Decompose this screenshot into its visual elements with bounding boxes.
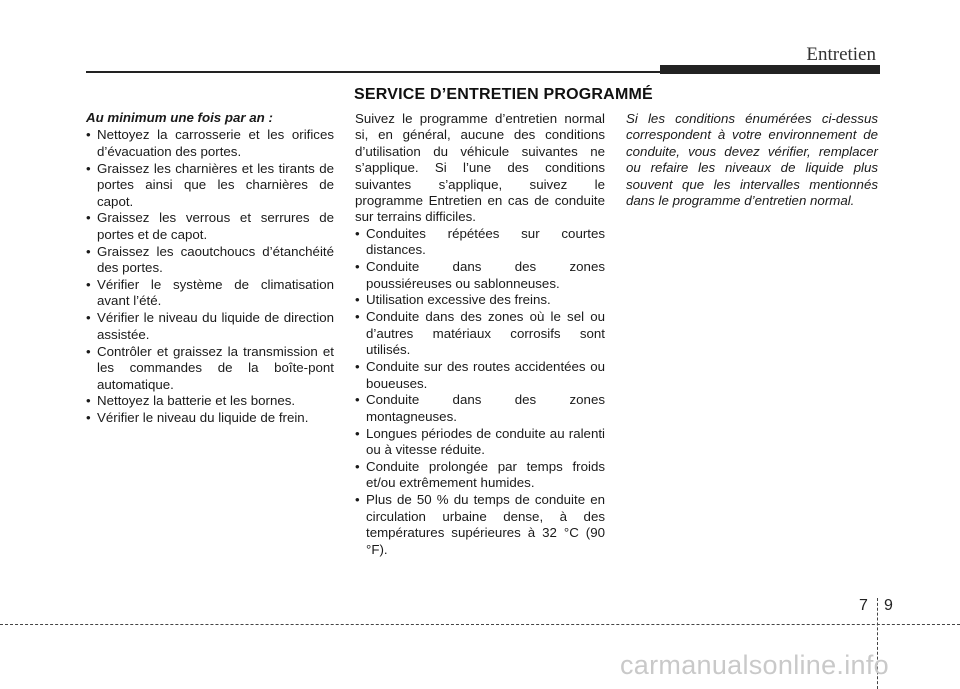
list-item: • Longues périodes de conduite au ralenti ou à vitesse réduite. bbox=[355, 426, 605, 459]
list-item: • Conduite sur des routes accidentées ou boueuses. bbox=[355, 359, 605, 392]
note-paragraph: Si les conditions énumérées ci-dessus correspondent à votre environnement de conduite, vous devez vérifier, remplacer ou refaire les niveaux de liquide plus souvent que les intervalles mentionnés dans le programme d’entretien normal. bbox=[626, 111, 878, 209]
list-item: • Graissez les verrous et serrures de portes et de capot. bbox=[86, 210, 334, 243]
list-item: • Conduite dans des zones où le sel ou d’autres matériaux corrosifs sont utilisés. bbox=[355, 309, 605, 358]
list-item: • Vérifier le système de climatisation avant l’été. bbox=[86, 277, 334, 310]
list-item: • Nettoyez la carrosserie et les orifices d’évacuation des portes. bbox=[86, 127, 334, 160]
chapter-number: 7 bbox=[859, 597, 868, 614]
list-item: • Vérifier le niveau du liquide de frein. bbox=[86, 410, 334, 426]
list-item: • Utilisation excessive des freins. bbox=[355, 292, 605, 308]
footer-rule bbox=[0, 624, 960, 625]
list-item: • Contrôler et graissez la transmission et les commandes de la boîte-pont automatique. bbox=[86, 344, 334, 393]
list-item: • Vérifier le niveau du liquide de direction assistée. bbox=[86, 310, 334, 343]
conditions-list bbox=[355, 226, 605, 558]
list-item: • Conduite prolongée par temps froids et/ou extrêmement humides. bbox=[355, 459, 605, 492]
column-1 bbox=[86, 110, 334, 427]
list-item: • Graissez les caoutchoucs d’étanchéité des portes. bbox=[86, 244, 334, 277]
column-2 bbox=[355, 111, 605, 558]
watermark: carmanualsonline.info bbox=[620, 650, 889, 680]
header-rule-tab bbox=[660, 65, 880, 74]
maintenance-list bbox=[86, 127, 334, 426]
subhead: Au minimum une fois par an : bbox=[86, 110, 273, 125]
intro-paragraph: Suivez le programme d’entretien normal si, en général, aucune des conditions d’utilisation du véhicule suivantes ne s’applique. Si l’une des conditions suivantes s’applique, suivez le programme Entretien en cas de conduite sur terrains difficiles. bbox=[355, 111, 605, 225]
column-3 bbox=[626, 111, 878, 209]
list-item: • Conduite dans des zones poussiéreuses ou sablonneuses. bbox=[355, 259, 605, 292]
list-item: • Nettoyez la batterie et les bornes. bbox=[86, 393, 334, 409]
list-item: • Plus de 50 % du temps de conduite en circulation urbaine dense, à des températures supérieures à 32 °C (90 °F). bbox=[355, 492, 605, 558]
page-number: 9 bbox=[884, 597, 893, 614]
header-rule bbox=[86, 71, 660, 73]
list-item: • Conduites répétées sur courtes distances. bbox=[355, 226, 605, 259]
section-title: SERVICE D’ENTRETIEN PROGRAMMÉ bbox=[354, 86, 653, 103]
list-item: • Conduite dans des zones montagneuses. bbox=[355, 392, 605, 425]
header-title: Entretien bbox=[806, 44, 876, 65]
list-item: • Graissez les charnières et les tirants de portes ainsi que les charnières de capot. bbox=[86, 161, 334, 210]
